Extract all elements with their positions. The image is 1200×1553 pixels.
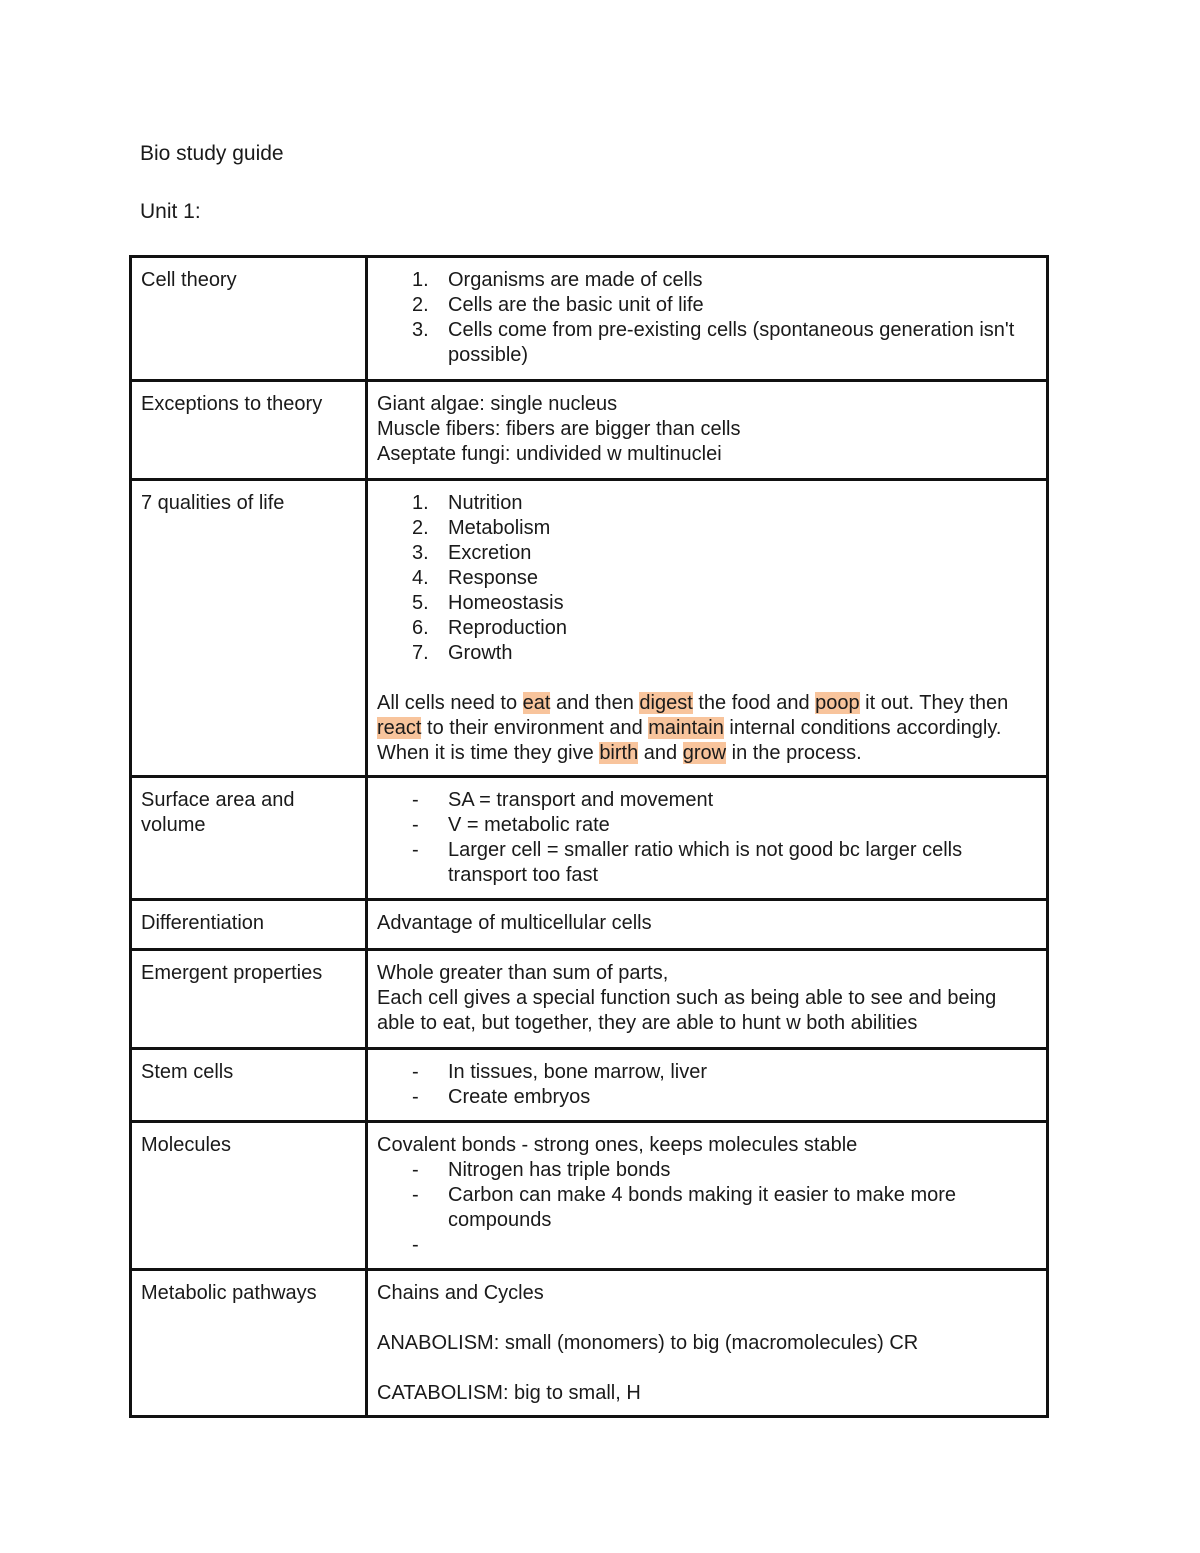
list-marker: 7. [412,642,429,664]
term-cell: Molecules [131,1122,367,1270]
list-item-text: Excretion [448,542,532,564]
list-item [377,566,1037,591]
list-item [377,1158,1037,1183]
list-item [377,838,1037,888]
table-row-surface-area [131,777,1048,900]
list-item-text: Reproduction [448,617,567,639]
list-item [377,591,1037,616]
numbered-list [377,268,1037,368]
list-marker: 3. [412,542,429,564]
text-line: Giant algae: single nucleus [377,393,618,415]
list-item [377,541,1037,566]
summary-text: to their environment and [421,717,649,739]
list-item [377,813,1037,838]
list-marker: - [412,1234,419,1256]
list-item-text: Create embryos [448,1086,591,1108]
list-item-text: Carbon can make 4 bonds making it easier to make more compounds [448,1184,957,1231]
text-line: Covalent bonds - strong ones, keeps molecules stable [377,1134,858,1156]
term-cell: Emergent properties [131,950,367,1049]
list-item-text: Homeostasis [448,592,564,614]
list-item-text: Metabolism [448,517,551,539]
text-line: Whole greater than sum of parts, [377,962,669,984]
table-row-cell-theory [131,257,1048,381]
definition-cell: Advantage of multicellular cells [367,900,1048,950]
list-item-text: Organisms are made of cells [448,269,703,291]
list-item [377,268,1037,293]
term-cell: 7 qualities of life [131,480,367,777]
text-line: Each cell gives a special function such as being able to see and being able to eat, but together, they are able to hunt w both abilities [377,987,997,1034]
table-row-emergent-properties [131,950,1048,1049]
list-marker: - [412,839,419,861]
bullet-list [377,1158,1037,1258]
text-line: Aseptate fungi: undivided w multinuclei [377,443,722,465]
table-row-molecules [131,1122,1048,1270]
summary-paragraph [377,691,1037,766]
list-item [377,516,1037,541]
list-item-text: Cells are the basic unit of life [448,294,704,316]
list-marker: - [412,1184,419,1206]
list-item-text: Larger cell = smaller ratio which is not good bc larger cells transport too fast [448,839,963,886]
list-marker: 1. [412,269,429,291]
term-cell: Cell theory [131,257,367,381]
list-marker: - [412,1086,419,1108]
list-item-text: V = metabolic rate [448,814,610,836]
list-marker: - [412,789,419,811]
highlighted-word: eat [522,692,551,714]
list-marker: 3. [412,319,429,341]
list-marker: - [412,1159,419,1181]
summary-text: and [638,742,683,764]
list-item [377,318,1037,368]
definition-cell [367,1122,1048,1270]
summary-text: the food and [692,692,816,714]
summary-text: internal conditions accordingly. When it is time they give [377,717,1002,764]
list-item-text: Nutrition [448,492,523,514]
summary-text: All cells need to [377,692,523,714]
table-row-metabolic-pathways [131,1270,1048,1417]
definition-cell [367,950,1048,1049]
term-cell: Differentiation [131,900,367,950]
list-item [377,788,1037,813]
definition-cell [367,1270,1048,1417]
term-cell: Metabolic pathways [131,1270,367,1417]
list-item-text: Response [448,567,539,589]
list-marker: 6. [412,617,429,639]
highlighted-word: maintain [648,717,724,739]
list-item [377,616,1037,641]
list-item-text: Cells come from pre-existing cells (spontaneous generation isn't possible) [448,319,1015,366]
list-item [377,491,1037,516]
highlighted-word: react [377,717,422,739]
list-marker: 5. [412,592,429,614]
definition-cell [367,1049,1048,1122]
list-item-text: Nitrogen has triple bonds [448,1159,671,1181]
list-item [377,1085,1037,1110]
highlighted-word: poop [815,692,860,714]
list-marker: 1. [412,492,429,514]
list-marker: 4. [412,567,429,589]
bullet-list [377,788,1037,888]
text-line: CATABOLISM: big to small, H [377,1382,641,1404]
unit-heading: Unit 1: [140,200,201,223]
definition-cell [367,381,1048,480]
summary-text: and then [550,692,640,714]
text-line: Muscle fibers: fibers are bigger than cells [377,418,741,440]
list-item-text: SA = transport and movement [448,789,714,811]
term-cell: Stem cells [131,1049,367,1122]
list-item-text: In tissues, bone marrow, liver [448,1061,707,1083]
highlighted-word: birth [599,742,639,764]
text-line: Chains and Cycles [377,1282,544,1304]
list-marker: 2. [412,517,429,539]
study-guide-table [129,255,1049,1418]
numbered-list [377,491,1037,666]
highlighted-word: grow [682,742,727,764]
highlighted-word: digest [639,692,693,714]
summary-text: in the process. [726,742,862,764]
text-line: ANABOLISM: small (monomers) to big (macromolecules) CR [377,1332,919,1354]
term-cell: Surface area and volume [131,777,367,900]
list-marker: - [412,1061,419,1083]
list-item [377,1060,1037,1085]
table-row-qualities-of-life [131,480,1048,777]
bullet-list [377,1060,1037,1110]
summary-text: it out. They then [859,692,1009,714]
list-item [377,1183,1037,1233]
list-marker: - [412,814,419,836]
table-row-differentiation [131,900,1048,950]
list-marker: 2. [412,294,429,316]
list-item [377,641,1037,666]
list-item [377,293,1037,318]
table-row-stem-cells [131,1049,1048,1122]
list-item [377,1233,1037,1258]
table-row-exceptions [131,381,1048,480]
document-title: Bio study guide [140,142,284,165]
definition-cell [367,777,1048,900]
definition-cell [367,257,1048,381]
list-item-text: Growth [448,642,513,664]
definition-cell [367,480,1048,777]
term-cell: Exceptions to theory [131,381,367,480]
